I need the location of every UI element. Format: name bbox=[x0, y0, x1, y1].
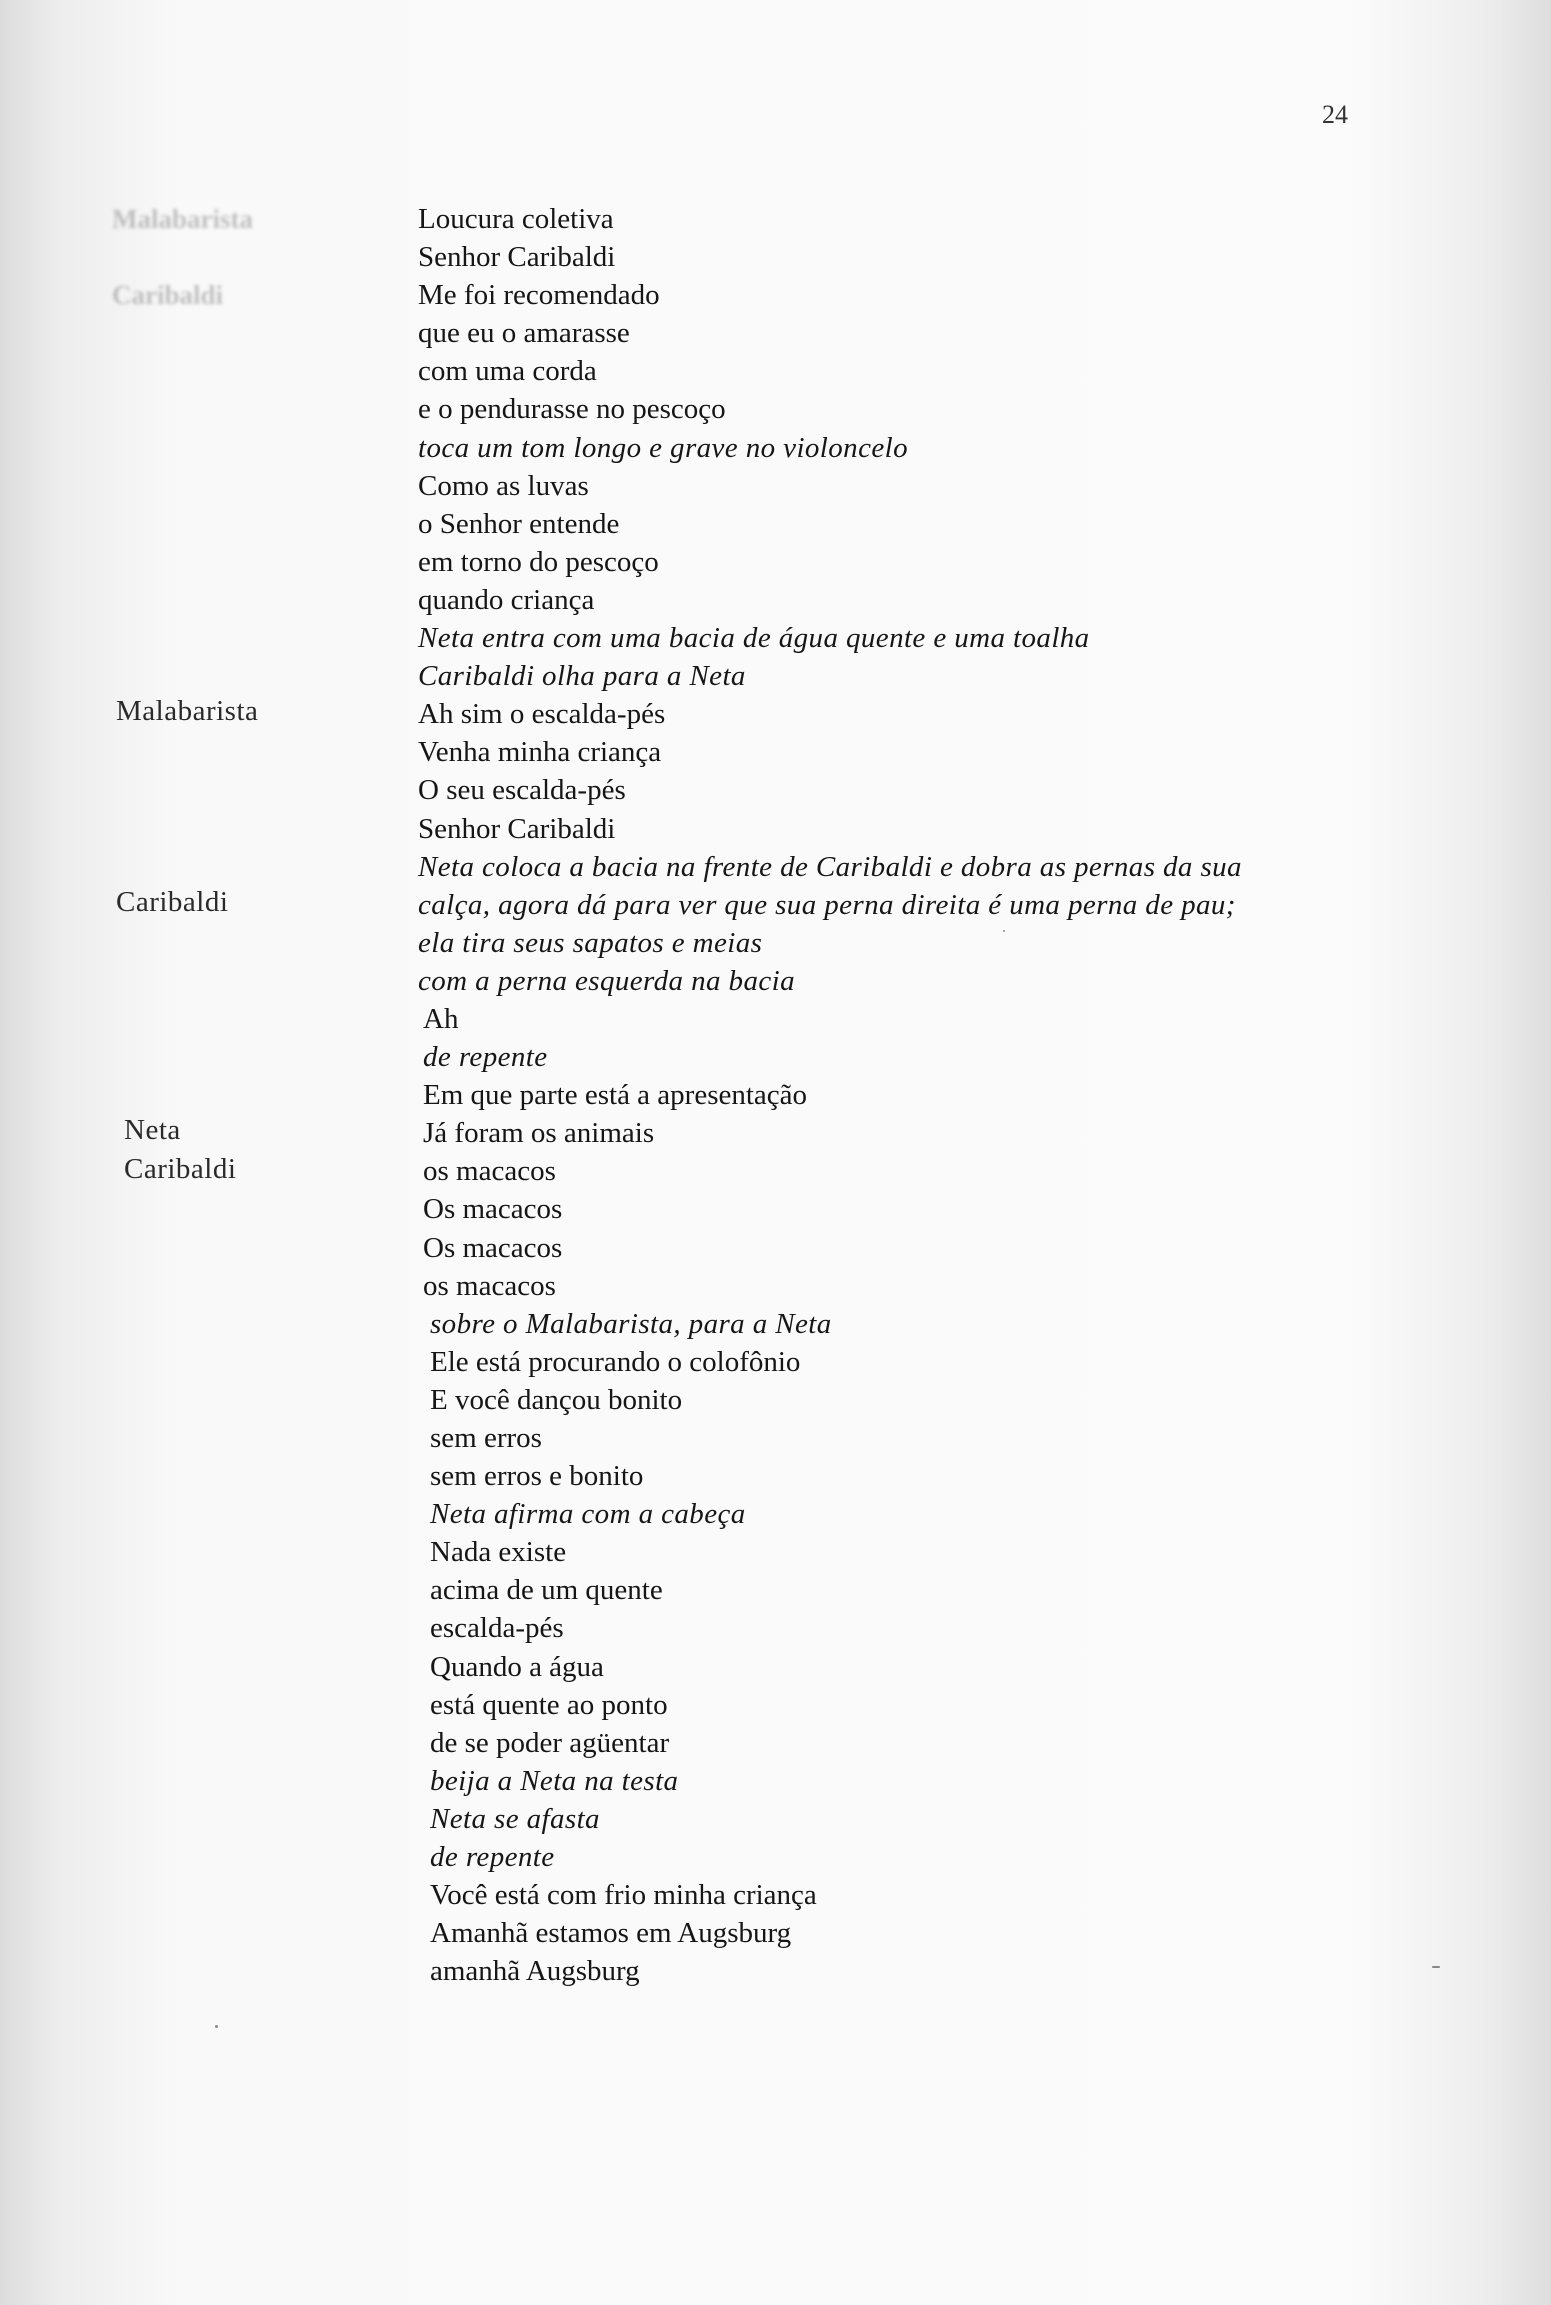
bleed-through-speaker: Malabarista bbox=[112, 204, 253, 234]
dialogue-line: sem erros bbox=[430, 1422, 542, 1454]
dialogue-column bbox=[418, 200, 1418, 1990]
stage-direction: Neta se afasta bbox=[430, 1802, 600, 1835]
stage-direction: toca um tom longo e grave no violoncelo bbox=[418, 431, 908, 464]
dialogue-line: com uma corda bbox=[418, 355, 597, 388]
stage-direction: de repente bbox=[423, 1041, 548, 1074]
dialogue-line: O seu escalda-pés bbox=[418, 774, 626, 807]
dialogue-line: Como as luvas bbox=[418, 469, 589, 502]
stage-direction: Neta afirma com a cabeça bbox=[430, 1498, 746, 1531]
stage-direction: Neta entra com uma bacia de água quente e uma toalha bbox=[418, 622, 1090, 655]
dialogue-line: está quente ao ponto bbox=[430, 1688, 668, 1721]
dialogue-line: Os macacos bbox=[423, 1193, 563, 1226]
stage-direction: beija a Neta na testa bbox=[430, 1764, 679, 1797]
dialogue-line: amanhã Augsburg bbox=[430, 1955, 640, 1988]
paper-speck bbox=[215, 2025, 218, 2028]
dialogue-line: que eu o amarasse bbox=[418, 317, 630, 350]
stage-direction: calça, agora dá para ver que sua perna direita é uma perna de pau; bbox=[418, 888, 1236, 921]
dialogue-line: os macacos bbox=[423, 1269, 556, 1302]
dialogue-line: sem erros e bonito bbox=[430, 1460, 644, 1493]
dialogue-line: Venha minha criança bbox=[418, 736, 662, 769]
dialogue-line: Quando a água bbox=[430, 1650, 604, 1683]
dialogue-line: Me foi recomendado bbox=[418, 279, 660, 312]
stage-direction: Caribaldi olha para a Neta bbox=[418, 660, 746, 693]
speaker-name: Neta bbox=[124, 1114, 181, 1147]
speaker-name: Caribaldi bbox=[124, 1152, 237, 1185]
dialogue-line: Ah sim o escalda-pés bbox=[418, 698, 666, 731]
page-number: 24 bbox=[1322, 100, 1348, 129]
dialogue-line: Nada existe bbox=[430, 1536, 567, 1569]
stage-direction: com a perna esquerda na bacia bbox=[418, 964, 795, 997]
dialogue-line: e o pendurasse no pescoço bbox=[418, 393, 726, 426]
bleed-through-speaker: Caribaldi bbox=[112, 280, 224, 310]
dialogue-line: de se poder agüentar bbox=[430, 1726, 670, 1759]
dialogue-line: Senhor Caribaldi bbox=[418, 241, 616, 274]
dialogue-line: em torno do pescoço bbox=[418, 545, 659, 578]
dialogue-line: Ele está procurando o colofônio bbox=[430, 1345, 801, 1378]
dialogue-line: o Senhor entende bbox=[418, 507, 620, 540]
dialogue-line: acima de um quente bbox=[430, 1574, 663, 1607]
dialogue-line: Ah bbox=[423, 1002, 459, 1035]
speaker-name: Caribaldi bbox=[116, 885, 229, 918]
dialogue-line: os macacos bbox=[423, 1155, 556, 1188]
paper-speck bbox=[1003, 930, 1005, 932]
dialogue-line: Os macacos bbox=[423, 1231, 563, 1264]
dialogue-line: quando criança bbox=[418, 583, 595, 616]
dialogue-line: escalda-pés bbox=[430, 1612, 564, 1645]
dialogue-line: Já foram os animais bbox=[423, 1117, 655, 1150]
stage-direction: ela tira seus sapatos e meias bbox=[418, 926, 763, 959]
dialogue-line: E você dançou bonito bbox=[430, 1383, 683, 1416]
stage-direction: de repente bbox=[430, 1841, 555, 1874]
dialogue-line: Loucura coletiva bbox=[418, 203, 614, 235]
stage-direction: Neta coloca a bacia na frente de Caribaldi e dobra as pernas da sua bbox=[418, 850, 1242, 883]
dialogue-line: Em que parte está a apresentação bbox=[423, 1079, 808, 1112]
stage-direction: sobre o Malabarista, para a Neta bbox=[430, 1307, 832, 1340]
paper-speck bbox=[1432, 1966, 1440, 1968]
dialogue-line: Senhor Caribaldi bbox=[418, 812, 616, 845]
dialogue-line: Amanhã estamos em Augsburg bbox=[430, 1917, 792, 1950]
dialogue-line: Você está com frio minha criança bbox=[430, 1879, 817, 1912]
speaker-name: Malabarista bbox=[116, 695, 259, 728]
